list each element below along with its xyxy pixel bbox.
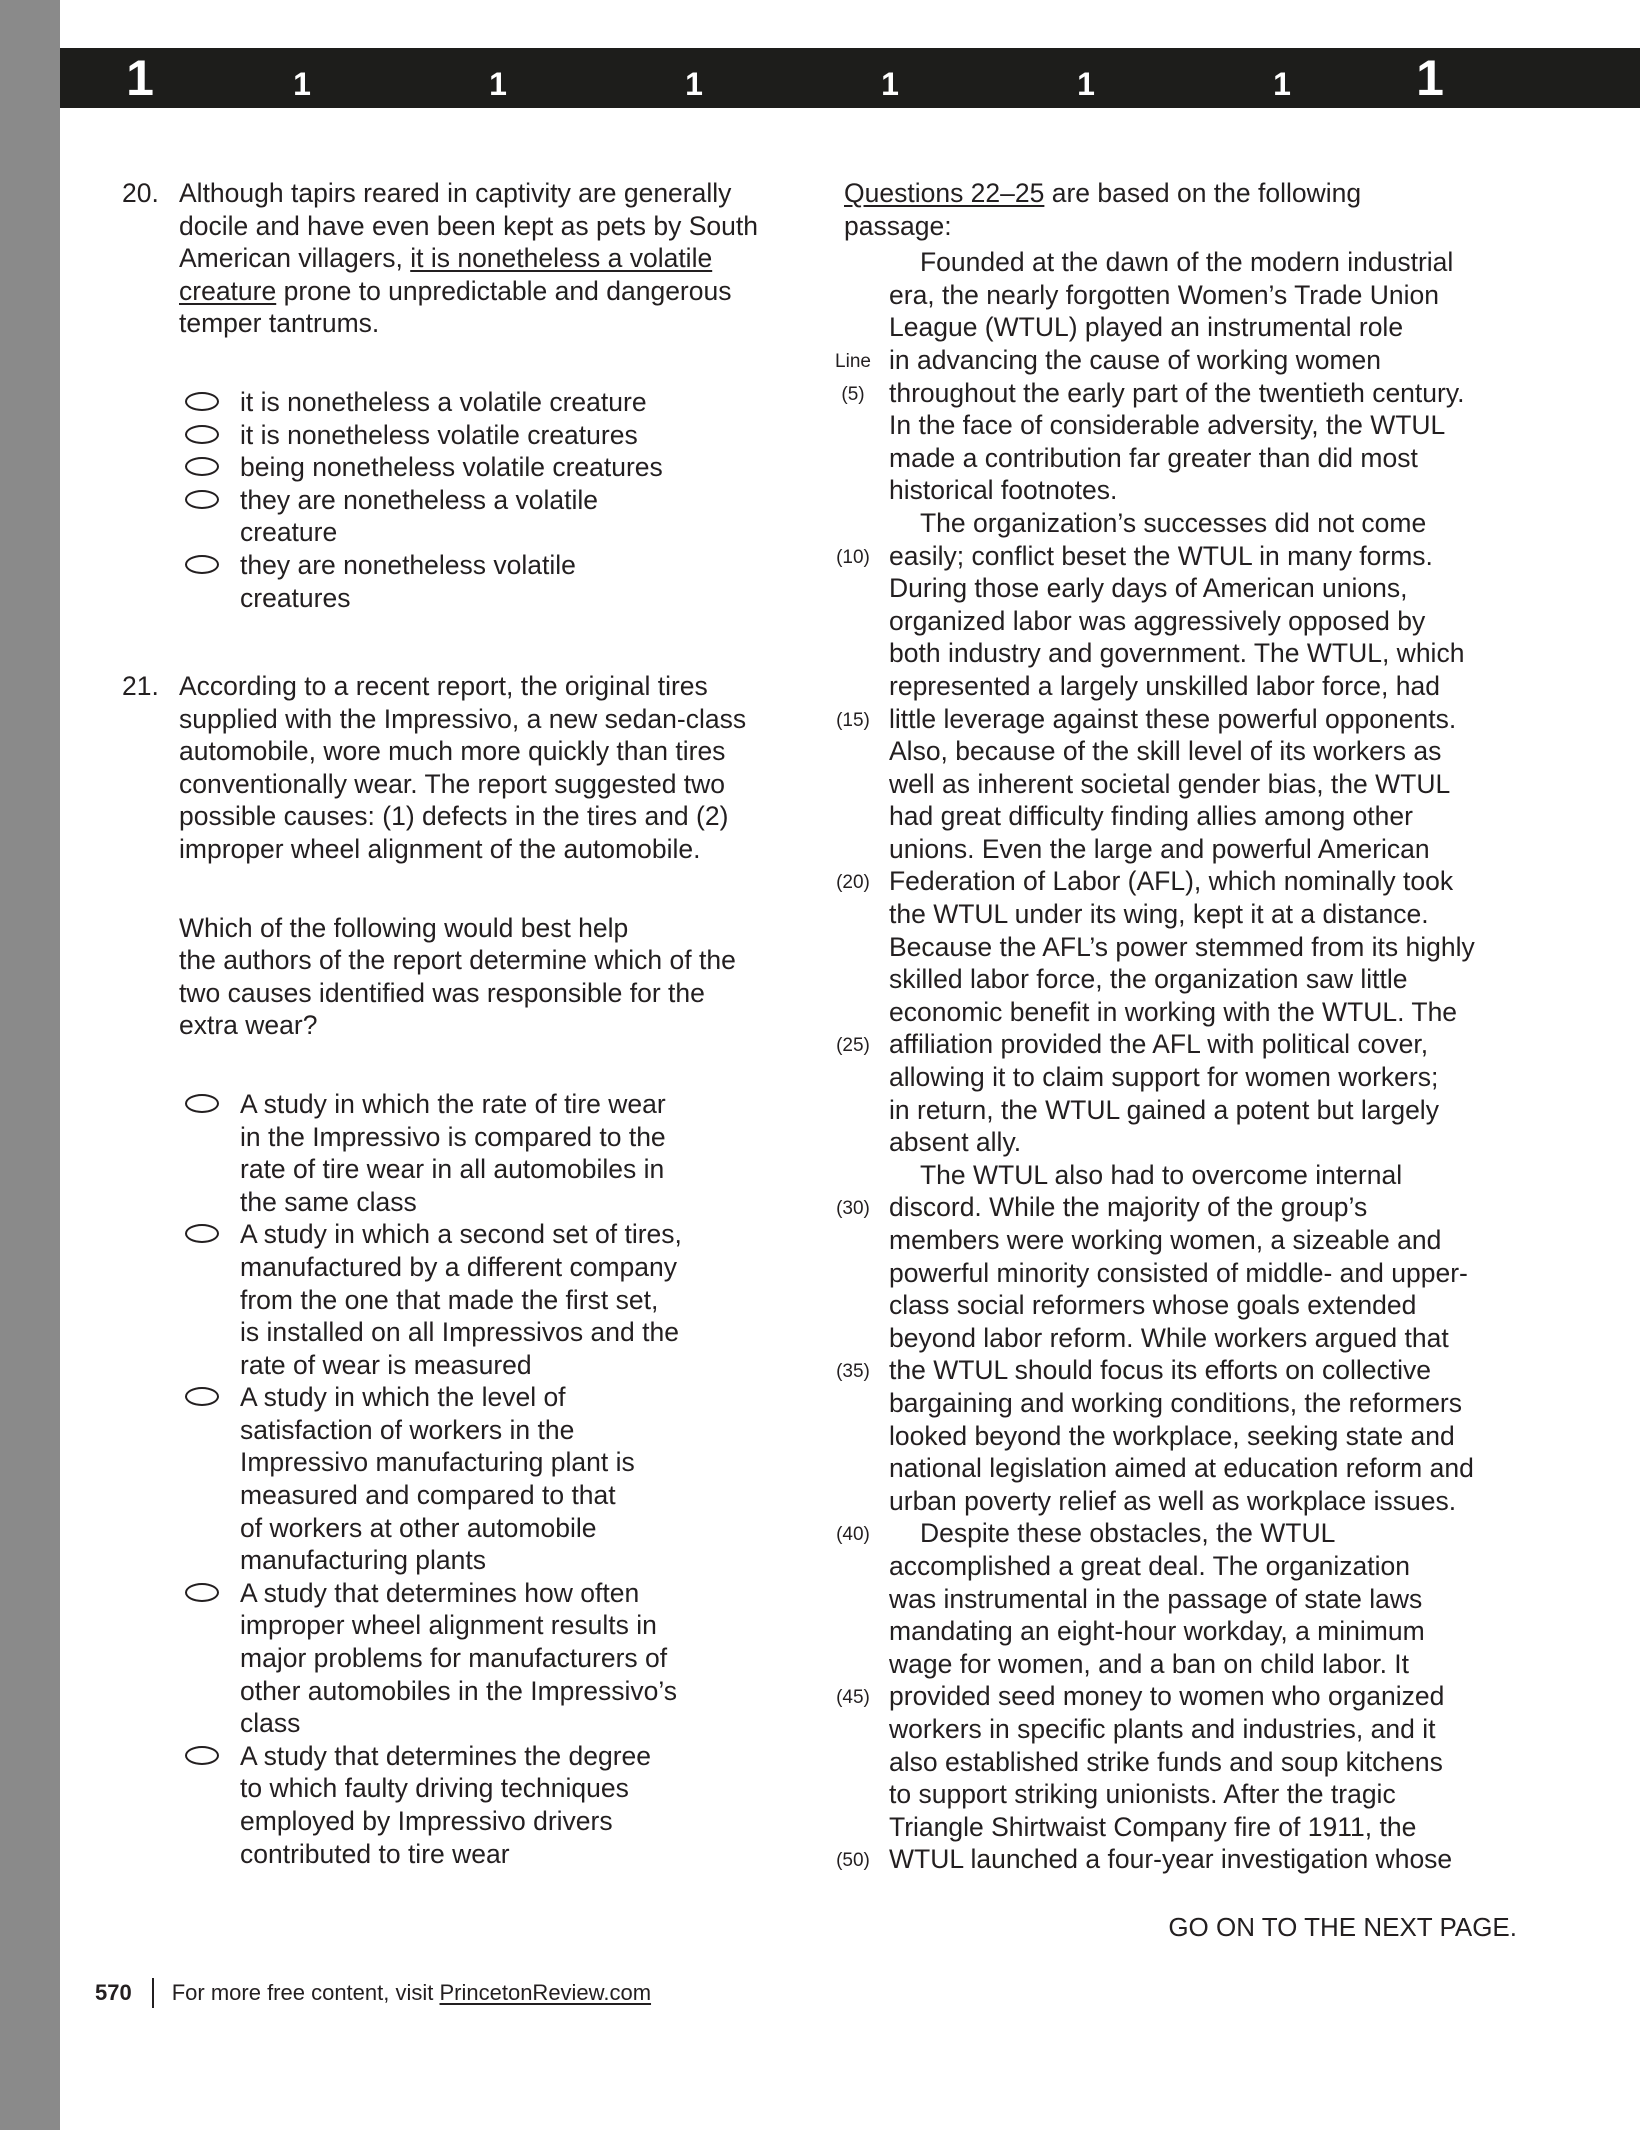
text-line: A study that determines how often xyxy=(240,1577,640,1608)
answer-choice[interactable] xyxy=(179,419,822,452)
passage-line-text: both industry and government. The WTUL, which xyxy=(889,638,1465,669)
passage-line xyxy=(844,996,1524,1029)
text-line: measured and compared to that xyxy=(240,1480,616,1511)
text-line: According to a recent report, the original tires xyxy=(179,671,708,701)
passage-line-text: Despite these obstacles, the WTUL xyxy=(920,1518,1336,1549)
answer-choice[interactable] xyxy=(179,1381,822,1577)
passage-line xyxy=(844,507,1524,540)
section-number: 1 xyxy=(126,50,154,106)
passage-line xyxy=(844,246,1524,279)
line-number: (30) xyxy=(836,1198,870,1220)
passage-line-text: powerful minority consisted of middle- and upper- xyxy=(889,1257,1468,1288)
text-line: two causes identified was responsible for the xyxy=(179,977,705,1008)
question-prompt xyxy=(179,912,822,1042)
answer-choice[interactable] xyxy=(179,1218,822,1381)
text-line: Which of the following would best help xyxy=(179,912,629,943)
passage-text xyxy=(835,246,1524,1876)
passage-line xyxy=(844,800,1524,833)
passage-line-text: members were working women, a sizeable and xyxy=(889,1225,1442,1255)
line-number: (40) xyxy=(836,1524,870,1546)
page-number: 570 xyxy=(95,1980,132,2005)
text-line: they are nonetheless volatile xyxy=(240,549,576,580)
passage-line-text: was instrumental in the passage of state laws xyxy=(889,1583,1423,1614)
answer-bubble-icon[interactable] xyxy=(185,425,219,444)
passage-line xyxy=(844,1094,1524,1127)
passage-line xyxy=(844,442,1524,475)
passage-line-text: historical footnotes. xyxy=(889,475,1118,506)
answer-choices xyxy=(122,386,822,614)
text-line: conventionally wear. The report suggested two xyxy=(179,768,726,799)
passage-line xyxy=(844,963,1524,996)
answer-choice[interactable] xyxy=(179,549,822,614)
passage-line xyxy=(835,344,1524,377)
passage-line xyxy=(836,1191,1524,1224)
line-number: (35) xyxy=(836,1361,870,1383)
passage-line-text: discord. While the majority of the group’s xyxy=(889,1192,1368,1223)
line-number: (5) xyxy=(841,383,865,405)
passage-line xyxy=(836,865,1524,898)
text-line: A study in which the rate of tire wear xyxy=(240,1088,666,1119)
passage-line xyxy=(844,833,1524,866)
section-number: 1 xyxy=(685,66,703,102)
passage-line-text: represented a largely unskilled labor force, had xyxy=(889,670,1440,701)
text-line: it is nonetheless a volatile creature xyxy=(240,386,647,417)
passage-line xyxy=(841,377,1524,410)
text-line: the authors of the report determine which of the xyxy=(179,945,736,976)
answer-choice[interactable] xyxy=(179,1088,822,1218)
answer-choices xyxy=(122,1088,822,1870)
line-number: (45) xyxy=(836,1687,870,1709)
passage-line xyxy=(844,898,1524,931)
answer-choice[interactable] xyxy=(179,1740,822,1870)
text-line: satisfaction of workers in the xyxy=(240,1414,575,1445)
passage-line xyxy=(844,1648,1524,1681)
passage-line-text: urban poverty relief as well as workplace issues. xyxy=(889,1485,1457,1516)
passage-line xyxy=(844,1159,1524,1192)
passage-line-text: wage for women, and a ban on child labor. It xyxy=(889,1648,1410,1679)
passage-line-text: easily; conflict beset the WTUL in many forms. xyxy=(889,540,1433,571)
passage-line-text: Triangle Shirtwaist Company fire of 1911, the xyxy=(889,1811,1417,1842)
text-line: class xyxy=(240,1708,301,1739)
passage-line-text: The WTUL also had to overcome internal xyxy=(920,1159,1403,1190)
passage-line-text: Also, because of the skill level of its workers as xyxy=(889,736,1442,767)
passage-line-text: had great difficulty finding allies among other xyxy=(889,801,1413,832)
passage-line xyxy=(844,1061,1524,1094)
answer-bubble-icon[interactable] xyxy=(185,1583,219,1602)
passage-line-text: Because the AFL’s power stemmed from its highly xyxy=(889,931,1475,962)
passage-line-text: bargaining and working conditions, the reformers xyxy=(889,1387,1463,1418)
passage-line-text: provided seed money to women who organized xyxy=(889,1681,1445,1712)
passage-line-text: in advancing the cause of working women xyxy=(889,344,1382,375)
passage-line-text: accomplished a great deal. The organization xyxy=(889,1550,1411,1581)
footer-text: For more free content, visit xyxy=(171,1980,440,2005)
passage-line xyxy=(836,1517,1524,1550)
passage-line-text: Federation of Labor (AFL), which nominally took xyxy=(889,866,1454,897)
passage-line-text: In the face of considerable adversity, the WTUL xyxy=(889,410,1446,441)
passage-line-text: workers in specific plants and industries, and it xyxy=(889,1713,1436,1744)
answer-bubble-icon[interactable] xyxy=(185,1224,219,1243)
passage-line xyxy=(844,637,1524,670)
passage-line xyxy=(844,1615,1524,1648)
passage-line xyxy=(844,311,1524,344)
passage-line-text: During those early days of American unions, xyxy=(889,573,1408,604)
passage-line-text: beyond labor reform. While workers argued that xyxy=(889,1322,1449,1353)
question-stem: Although tapirs reared in captivity are generally docile and have even been kept as pets by South American villagers, it is nonetheless a volatile creature prone to unpredictable and dangerous temper tantrums. xyxy=(179,178,759,339)
text-line: creatures xyxy=(240,582,351,613)
line-number: Line xyxy=(835,350,871,372)
passage-line xyxy=(844,1420,1524,1453)
section-number: 1 xyxy=(1077,66,1095,102)
passage-line-text: class social reformers whose goals extended xyxy=(889,1290,1417,1321)
passage-line-text: also established strike funds and soup kitchens xyxy=(889,1746,1443,1777)
answer-choice[interactable] xyxy=(179,484,822,549)
footer-link[interactable]: PrincetonReview.com xyxy=(439,1980,652,2005)
text-line: to which faulty driving techniques xyxy=(240,1773,629,1804)
passage-line-text: affiliation provided the AFL with political cover, xyxy=(889,1029,1429,1060)
passage-line xyxy=(844,1452,1524,1485)
question-stem xyxy=(179,670,822,866)
text-line: rate of wear is measured xyxy=(240,1349,532,1380)
passage-line-text: economic benefit in working with the WTUL. The xyxy=(889,996,1458,1027)
passage-line xyxy=(844,1485,1524,1518)
passage-line-text: looked beyond the workplace, seeking state and xyxy=(889,1420,1455,1451)
questions-reference: Questions 22–25 xyxy=(844,178,1045,208)
passage-line-text: skilled labor force, the organization saw little xyxy=(889,964,1408,995)
passage-line xyxy=(844,1746,1524,1779)
line-number: (10) xyxy=(836,546,870,568)
line-number: (25) xyxy=(836,1035,870,1057)
answer-bubble-icon[interactable] xyxy=(185,1094,219,1113)
passage-line-text: League (WTUL) played an instrumental role xyxy=(889,312,1404,343)
question-21 xyxy=(122,670,822,1870)
page-edge-strip xyxy=(0,0,60,2130)
passage-line xyxy=(844,1289,1524,1322)
passage-line xyxy=(836,1680,1524,1713)
passage-line-text: the WTUL should focus its efforts on collective xyxy=(889,1355,1432,1386)
passage-line xyxy=(844,1778,1524,1811)
passage-line xyxy=(844,409,1524,442)
text-line: being nonetheless volatile creatures xyxy=(240,452,663,483)
answer-bubble-icon[interactable] xyxy=(185,1387,219,1406)
passage-line-text: unions. Even the large and powerful American xyxy=(889,833,1430,864)
passage-line xyxy=(844,1257,1524,1290)
text-line: of workers at other automobile xyxy=(240,1512,597,1543)
text-line: from the one that made the first set, xyxy=(240,1284,659,1315)
text-line: Impressivo manufacturing plant is xyxy=(240,1447,635,1478)
text-line: manufactured by a different company xyxy=(240,1251,678,1282)
text-line: supplied with the Impressivo, a new sedan-class xyxy=(179,703,747,734)
answer-choice[interactable] xyxy=(179,386,822,419)
go-on-notice: GO ON TO THE NEXT PAGE. xyxy=(1168,1912,1517,1942)
text-line: major problems for manufacturers of xyxy=(240,1643,668,1674)
section-number: 1 xyxy=(881,66,899,102)
question-number: 20. xyxy=(122,178,159,208)
passage-line xyxy=(844,1713,1524,1746)
passage-line xyxy=(844,605,1524,638)
text-line: automobile, wore much more quickly than tires xyxy=(179,736,726,767)
answer-bubble-icon[interactable] xyxy=(185,1746,219,1765)
passage-line-text: made a contribution far greater than did most xyxy=(889,442,1418,473)
answer-bubble-icon[interactable] xyxy=(185,555,219,574)
text-line: improper wheel alignment results in xyxy=(240,1610,657,1641)
answer-bubble-icon[interactable] xyxy=(185,490,219,509)
passage-line-text: throughout the early part of the twentieth century. xyxy=(889,377,1465,408)
passage-line xyxy=(844,1550,1524,1583)
text-line: extra wear? xyxy=(179,1010,318,1041)
text-line: manufacturing plants xyxy=(240,1545,487,1576)
passage-line xyxy=(836,1028,1524,1061)
page-footer xyxy=(95,1978,651,2008)
text-line: it is nonetheless volatile creatures xyxy=(240,419,638,450)
passage-line-text: to support striking unionists. After the tragic xyxy=(889,1779,1396,1810)
passage-line-text: absent ally. xyxy=(889,1127,1022,1158)
text-line: A study in which a second set of tires, xyxy=(240,1219,682,1250)
text-line: contributed to tire wear xyxy=(240,1838,510,1869)
text-line: other automobiles in the Impressivo’s xyxy=(240,1675,677,1706)
passage-line-text: national legislation aimed at education reform and xyxy=(889,1453,1474,1484)
text-line: employed by Impressivo drivers xyxy=(240,1806,613,1836)
passage-line xyxy=(844,1811,1524,1844)
text-line: improper wheel alignment of the automobile. xyxy=(179,833,701,864)
passage-line-text: era, the nearly forgotten Women’s Trade Union xyxy=(889,279,1439,310)
passage-line xyxy=(844,1126,1524,1159)
question-20 xyxy=(122,177,822,614)
passage-line-text: the WTUL under its wing, kept it at a distance. xyxy=(889,899,1429,930)
passage-line-text: Founded at the dawn of the modern industrial xyxy=(920,247,1454,278)
passage-intro: Questions 22–25 are based on the following passage: xyxy=(844,178,1362,241)
line-number: (50) xyxy=(836,1850,870,1872)
passage-line xyxy=(844,572,1524,605)
section-number: 1 xyxy=(1273,66,1291,102)
line-number: (15) xyxy=(836,709,870,731)
passage-line-text: well as inherent societal gender bias, the WTUL xyxy=(889,768,1451,799)
passage-line xyxy=(836,1354,1524,1387)
footer-divider xyxy=(152,1978,154,2008)
answer-bubble-icon[interactable] xyxy=(185,392,219,411)
passage-line xyxy=(844,1583,1524,1616)
passage-line xyxy=(836,703,1524,736)
passage-line xyxy=(844,1387,1524,1420)
section-number: 1 xyxy=(1416,50,1444,106)
passage-line-text: little leverage against these powerful opponents. xyxy=(889,703,1457,734)
passage-line-text: allowing it to claim support for women workers; xyxy=(889,1062,1439,1093)
passage-line xyxy=(844,768,1524,801)
text-line: in the Impressivo is compared to the xyxy=(240,1121,666,1152)
text-line: possible causes: (1) defects in the tires and (2) xyxy=(179,801,729,832)
passage-line xyxy=(844,1224,1524,1257)
passage-line xyxy=(844,735,1524,768)
section-header-bar xyxy=(60,48,1640,108)
passage-line-text: organized labor was aggressively opposed by xyxy=(889,605,1426,636)
passage-line-text: The organization’s successes did not come xyxy=(920,507,1427,538)
underlined-portion: it is nonetheless a volatile creature xyxy=(179,243,713,306)
passage-line xyxy=(844,1322,1524,1355)
text-line: creature xyxy=(240,517,338,548)
text-line: A study in which the level of xyxy=(240,1382,566,1413)
passage-line xyxy=(844,931,1524,964)
passage-line xyxy=(844,279,1524,312)
passage-line xyxy=(844,670,1524,703)
section-number: 1 xyxy=(293,66,311,102)
text-line: rate of tire wear in all automobiles in xyxy=(240,1154,665,1185)
passage-line xyxy=(836,1843,1524,1876)
reading-passage-column xyxy=(835,177,1524,1876)
answer-choice[interactable] xyxy=(179,451,822,484)
answer-choice[interactable] xyxy=(179,1577,822,1740)
passage-line-text: in return, the WTUL gained a potent but largely xyxy=(889,1094,1439,1125)
passage-line xyxy=(844,474,1524,507)
text-line: is installed on all Impressivos and the xyxy=(240,1317,679,1348)
answer-bubble-icon[interactable] xyxy=(185,457,219,476)
passage-line xyxy=(836,540,1524,573)
passage-line-text: mandating an eight-hour workday, a minimum xyxy=(889,1616,1425,1647)
question-number: 21. xyxy=(122,671,159,701)
text-line: they are nonetheless a volatile xyxy=(240,484,598,515)
text-line: the same class xyxy=(240,1186,417,1217)
passage-line-text: WTUL launched a four-year investigation whose xyxy=(889,1844,1453,1875)
section-number: 1 xyxy=(489,66,507,102)
line-number: (20) xyxy=(836,872,870,894)
text-line: A study that determines the degree xyxy=(240,1740,652,1771)
